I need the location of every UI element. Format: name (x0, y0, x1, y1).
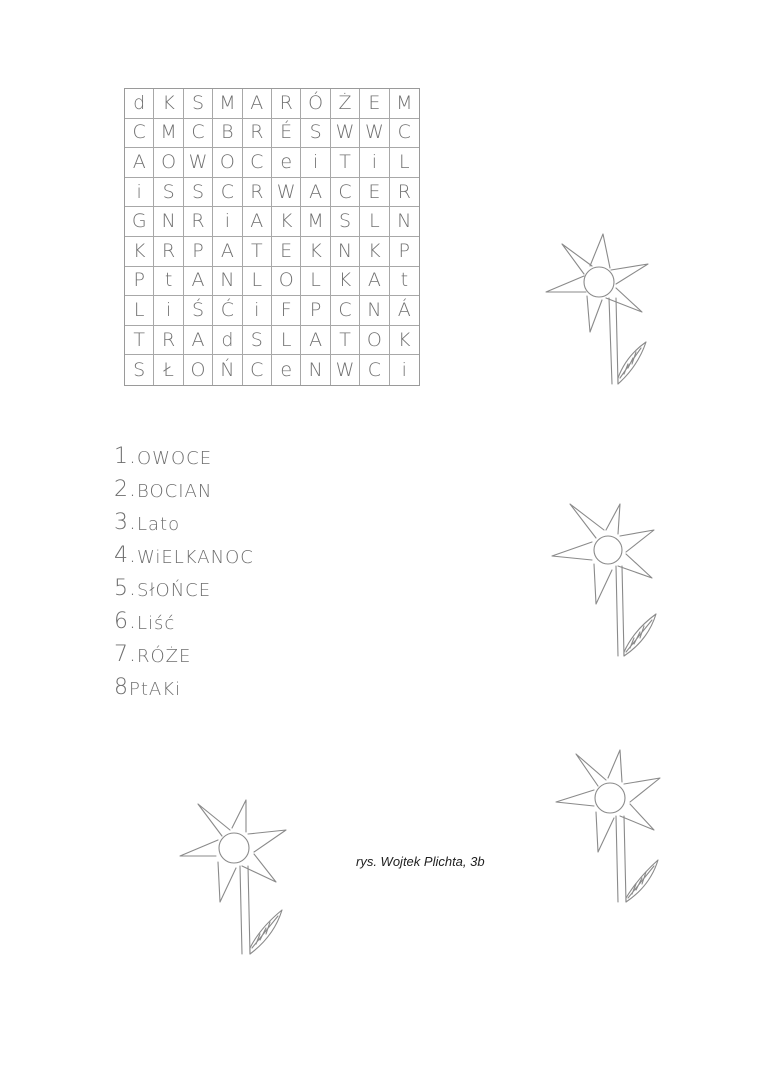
word-search-grid (124, 88, 420, 386)
grid-cell: S (184, 89, 213, 119)
grid-cell: A (184, 267, 213, 297)
grid-cell: C (360, 355, 389, 385)
grid-cell: S (184, 178, 213, 208)
grid-cell: C (184, 119, 213, 149)
grid-cell: P (125, 267, 154, 297)
grid-cell: R (243, 119, 272, 149)
grid-cell: W (272, 178, 301, 208)
grid-cell: L (301, 267, 330, 297)
grid-cell: Ń (213, 355, 242, 385)
word-number: 8 (114, 675, 129, 700)
grid-cell: O (213, 148, 242, 178)
word-text: Lato (137, 514, 181, 535)
grid-cell: E (272, 237, 301, 267)
grid-cell: i (243, 296, 272, 326)
grid-cell: N (301, 355, 330, 385)
illustration-credit: rys. Wojtek Plichta, 3b (356, 854, 485, 869)
grid-cell: S (125, 355, 154, 385)
word-text: WiELKANOC (137, 547, 254, 568)
grid-cell: A (243, 89, 272, 119)
grid-cell: K (390, 326, 419, 356)
flower-drawing-icon (552, 748, 667, 908)
grid-cell: T (243, 237, 272, 267)
grid-cell: W (360, 119, 389, 149)
word-number: 2. (114, 477, 137, 502)
grid-cell: Ż (331, 89, 360, 119)
grid-cell: R (390, 178, 419, 208)
grid-cell: i (213, 207, 242, 237)
word-number: 5. (114, 576, 137, 601)
grid-cell: K (360, 237, 389, 267)
grid-cell: A (243, 207, 272, 237)
grid-cell: Ó (301, 89, 330, 119)
grid-cell: L (390, 148, 419, 178)
grid-cell: K (331, 267, 360, 297)
grid-cell: t (390, 267, 419, 297)
grid-cell: R (154, 326, 183, 356)
flower-drawing-icon (548, 500, 663, 660)
word-text: Liść (137, 613, 176, 634)
word-number: 1. (114, 444, 137, 469)
grid-cell: i (301, 148, 330, 178)
flower-drawing-icon (176, 798, 291, 958)
word-text: RÓŻE (137, 646, 192, 667)
grid-cell: A (125, 148, 154, 178)
grid-cell: T (331, 148, 360, 178)
grid-cell: R (184, 207, 213, 237)
word-list-item (114, 436, 254, 469)
word-list-item (114, 601, 254, 634)
grid-cell: i (125, 178, 154, 208)
grid-cell: R (154, 237, 183, 267)
grid-cell: T (331, 326, 360, 356)
grid-cell: L (272, 326, 301, 356)
grid-cell: L (360, 207, 389, 237)
grid-cell: e (272, 355, 301, 385)
grid-cell: R (272, 89, 301, 119)
grid-cell: L (243, 267, 272, 297)
grid-cell: G (125, 207, 154, 237)
grid-cell: K (272, 207, 301, 237)
grid-cell: É (272, 119, 301, 149)
grid-cell: C (243, 355, 272, 385)
grid-cell: O (154, 148, 183, 178)
grid-cell: W (331, 119, 360, 149)
grid-cell: S (301, 119, 330, 149)
grid-cell: S (243, 326, 272, 356)
grid-cell: A (301, 178, 330, 208)
grid-cell: O (272, 267, 301, 297)
grid-cell: P (184, 237, 213, 267)
grid-cell: A (213, 237, 242, 267)
grid-cell: S (331, 207, 360, 237)
word-number: 3. (114, 510, 137, 535)
grid-cell: A (301, 326, 330, 356)
word-list-item (114, 667, 254, 700)
grid-cell: O (184, 355, 213, 385)
grid-cell: R (243, 178, 272, 208)
word-text: BOCIAN (137, 481, 213, 502)
grid-cell: N (154, 207, 183, 237)
word-text: OWOCE (137, 448, 213, 469)
grid-cell: N (360, 296, 389, 326)
grid-cell: F (272, 296, 301, 326)
word-number: 6. (114, 609, 137, 634)
grid-cell: O (360, 326, 389, 356)
grid-cell: M (390, 89, 419, 119)
word-list-item (114, 469, 254, 502)
word-list-item (114, 568, 254, 601)
grid-cell: M (213, 89, 242, 119)
grid-cell: N (390, 207, 419, 237)
grid-cell: A (360, 267, 389, 297)
grid-cell: Ś (184, 296, 213, 326)
word-list-item (114, 502, 254, 535)
grid-cell: T (125, 326, 154, 356)
grid-cell: K (154, 89, 183, 119)
grid-cell: B (213, 119, 242, 149)
grid-cell: d (213, 326, 242, 356)
grid-cell: d (125, 89, 154, 119)
grid-cell: Á (390, 296, 419, 326)
grid-cell: i (154, 296, 183, 326)
grid-cell: C (125, 119, 154, 149)
word-text: PtAKi (129, 679, 182, 700)
grid-cell: Ć (213, 296, 242, 326)
grid-cell: P (390, 237, 419, 267)
grid-cell: C (331, 296, 360, 326)
grid-cell: M (154, 119, 183, 149)
grid-cell: N (331, 237, 360, 267)
grid-cell: C (390, 119, 419, 149)
grid-cell: E (360, 89, 389, 119)
grid-cell: A (184, 326, 213, 356)
grid-cell: P (301, 296, 330, 326)
grid-cell: i (360, 148, 389, 178)
word-list-item (114, 535, 254, 568)
word-number: 4. (114, 543, 137, 568)
grid-cell: C (243, 148, 272, 178)
word-number: 7. (114, 642, 137, 667)
grid-cell: C (213, 178, 242, 208)
grid-cell: K (301, 237, 330, 267)
grid-cell: S (154, 178, 183, 208)
grid-cell: N (213, 267, 242, 297)
word-list-item (114, 634, 254, 667)
word-list (114, 436, 254, 700)
grid-cell: W (184, 148, 213, 178)
grid-cell: E (360, 178, 389, 208)
grid-cell: Ł (154, 355, 183, 385)
grid-cell: e (272, 148, 301, 178)
grid-cell: i (401, 358, 407, 381)
grid-cell: t (154, 267, 183, 297)
grid-cell: W (331, 355, 360, 385)
grid-cell: M (301, 207, 330, 237)
word-text: SłOŃCE (137, 580, 212, 601)
flower-drawing-icon (540, 228, 655, 388)
grid-cell: C (331, 178, 360, 208)
grid-cell: L (125, 296, 154, 326)
grid-cell: K (125, 237, 154, 267)
